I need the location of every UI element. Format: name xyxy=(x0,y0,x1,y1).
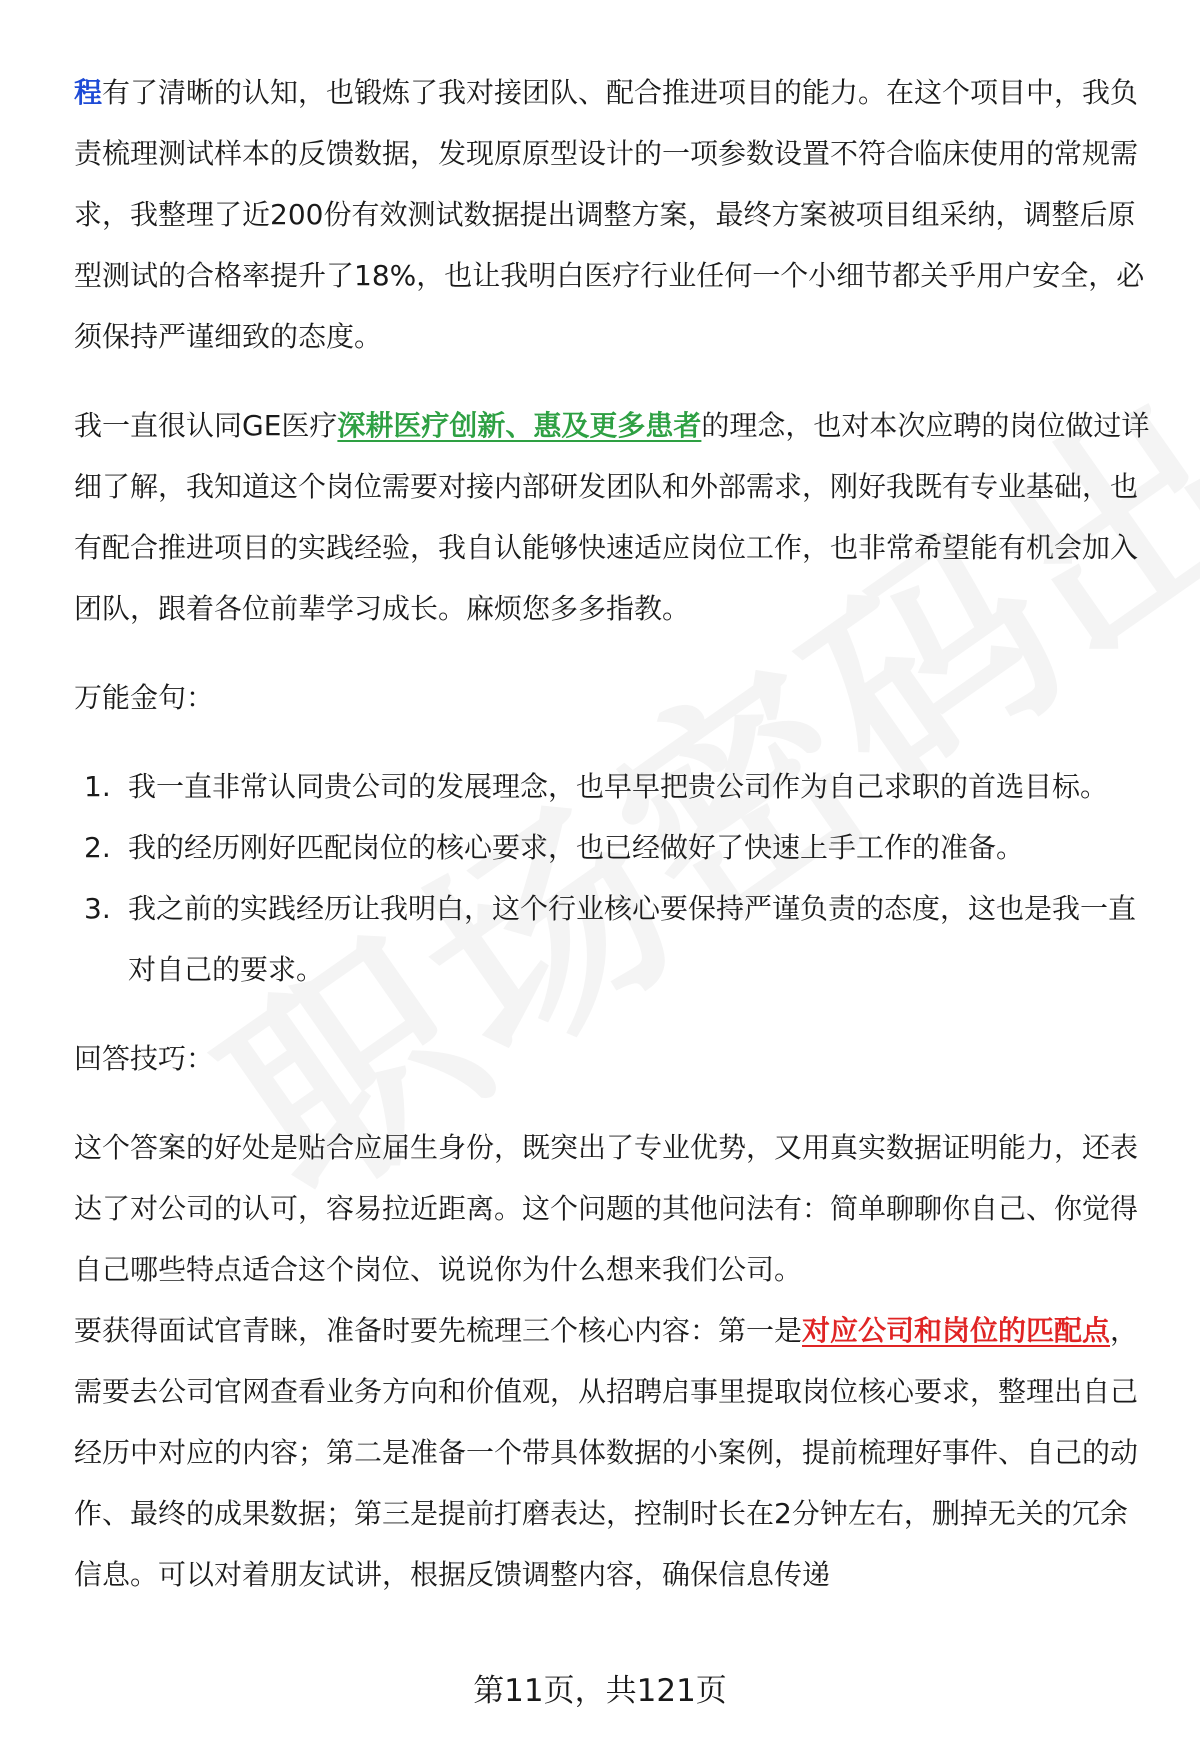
paragraph-text: 我一直很认同GE医疗 xyxy=(74,409,338,442)
highlight-green-text: 深耕医疗创新、惠及更多患者 xyxy=(337,409,702,442)
list-item-text: 我的经历刚好匹配岗位的核心要求，也已经做好了快速上手工作的准备。 xyxy=(128,831,1025,864)
list-item-text: 我一直非常认同贵公司的发展理念，也早早把贵公司作为自己求职的首选目标。 xyxy=(128,770,1109,803)
document-body xyxy=(74,62,1154,1605)
paragraph-company-fit xyxy=(74,395,1154,639)
paragraph-answer-benefits: 这个答案的好处是贴合应届生身份，既突出了专业优势，又用真实数据证明能力，还表达了对公司的认可，容易拉近距离。这个问题的其他问法有：简单聊聊你自己、你觉得自己哪些特点适合这个岗位、说说你为什么想来我们公司。 xyxy=(74,1131,1139,1286)
list-number: 1. xyxy=(84,770,111,803)
list-item-text: 我之前的实践经历让我明白，这个行业核心要保持严谨负责的态度，这也是我一直对自己的要求。 xyxy=(128,892,1137,986)
paragraph-text: 要获得面试官青睐，准备时要先梳理三个核心内容：第一是 xyxy=(74,1314,803,1347)
highlight-red-text: 对应公司和岗位的匹配点 xyxy=(802,1314,1111,1347)
page-number-footer: 第11页，共121页 xyxy=(473,1673,727,1709)
paragraph-project-experience xyxy=(74,62,1154,367)
paragraph-text: 有了清晰的认知，也锻炼了我对接团队、配合推进项目的能力。在这个项目中，我负责梳理测试样本的反馈数据，发现原原型设计的一项参数设置不符合临床使用的常规需求，我整理了近200份有效测试数据提出调整方案，最终方案被项目组采纳，调整后原型测试的合格率提升了18%，也让我明白医疗行业任何一个小细节都关乎用户安全，必须保持严谨细致的态度。 xyxy=(74,76,1145,353)
list-item xyxy=(74,878,1154,1000)
section-heading-answer-tips: 回答技巧： xyxy=(74,1042,215,1075)
list-item xyxy=(74,756,1154,817)
paragraph-preparation-tips xyxy=(74,1300,1154,1605)
list-number: 3. xyxy=(84,892,111,925)
highlight-blue-text: 程 xyxy=(74,76,103,109)
section-heading-golden-sentences: 万能金句： xyxy=(74,681,215,714)
paragraph-text: ，需要去公司官网查看业务方向和价值观，从招聘启事里提取岗位核心要求，整理出自己经历中对应的内容；第二是准备一个带具体数据的小案例，提前梳理好事件、自己的动作、最终的成果数据；第三是提前打磨表达，控制时长在2分钟左右，删掉无关的冗余信息。可以对着朋友试讲，根据反馈调整内容，确保信息传递 xyxy=(74,1314,1139,1591)
list-item xyxy=(74,817,1154,878)
paragraph-text: 的理念，也对本次应聘的岗位做过详细了解，我知道这个岗位需要对接内部研发团队和外部需求，刚好我既有专业基础，也有配合推进项目的实践经验，我自认能够快速适应岗位工作，也非常希望能有机会加入团队，跟着各位前辈学习成长。麻烦您多多指教。 xyxy=(74,409,1150,625)
golden-sentence-list xyxy=(74,756,1154,1000)
list-number: 2. xyxy=(84,831,111,864)
